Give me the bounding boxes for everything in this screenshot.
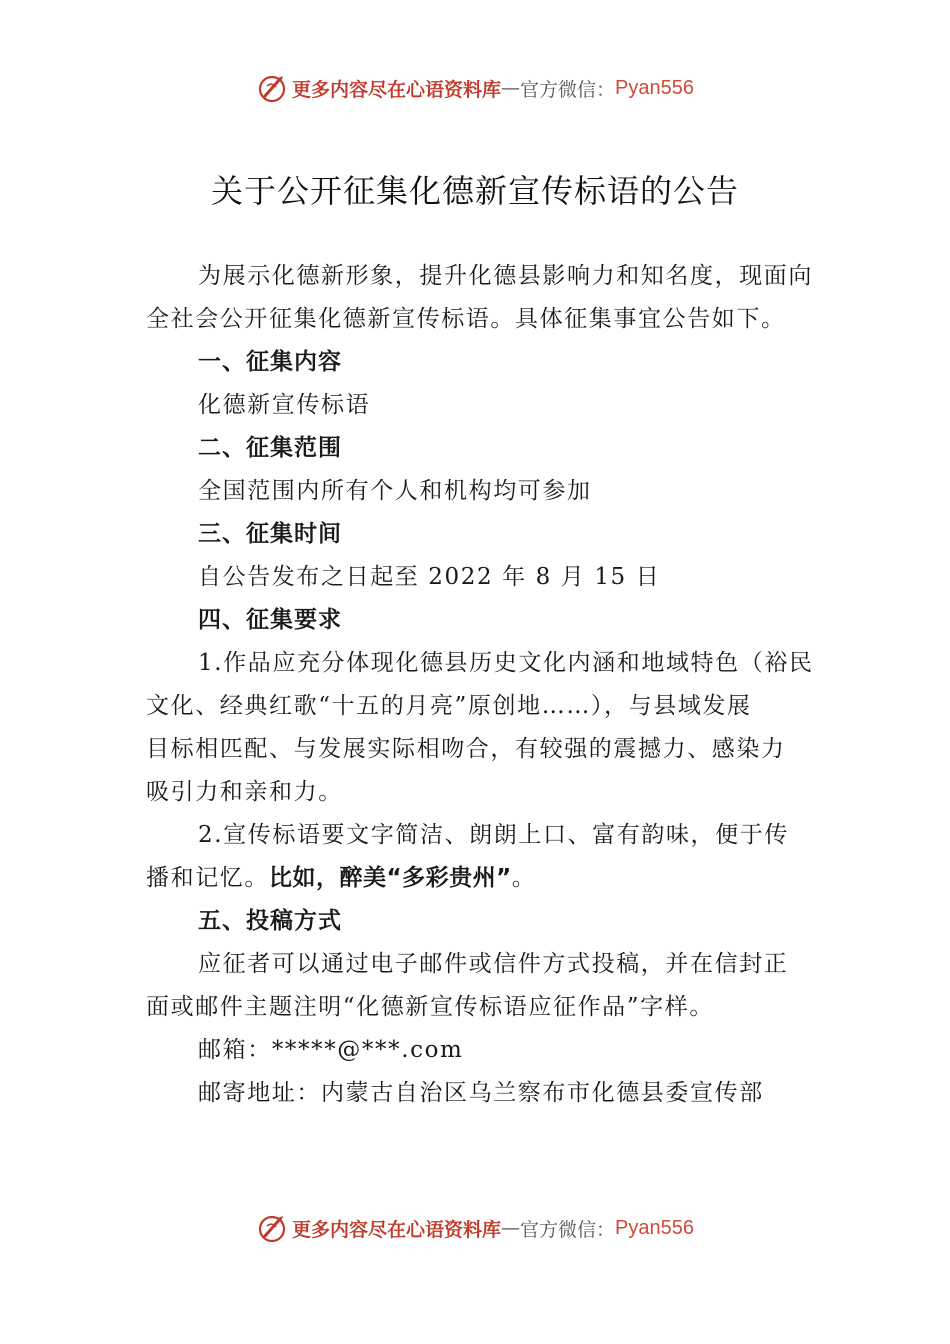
requirement-1-line-4: 吸引力和亲和力。 [146, 779, 343, 805]
section-text-scope: 全国范围内所有个人和机构均可参加 [198, 478, 592, 504]
section-text-content: 化德新宣传标语 [198, 392, 371, 418]
email-label: 邮箱： [198, 1037, 272, 1063]
section-heading-scope: 二、征集范围 [198, 435, 342, 461]
document-title: 关于公开征集化德新宣传标语的公告 [210, 172, 739, 210]
email-value: *****@***.com [271, 1037, 464, 1063]
banner-site-name: 更多内容尽在心语资料库 [292, 1218, 502, 1241]
requirement-1-line-1: 1.作品应充分体现化德县历史文化内涵和地域特色（裕民 [198, 650, 814, 676]
banner-dash: — [501, 77, 521, 99]
requirement-2-line-2 [146, 857, 846, 900]
section-heading-requirements: 四、征集要求 [198, 607, 342, 633]
banner-wechat-id: Pyan556 [615, 1216, 694, 1239]
requirement-1-line-2: 文化、经典红歌“十五的月亮”原创地……），与县域发展 [146, 693, 752, 719]
requirement-2-end: 。 [511, 865, 537, 891]
intro-line-1: 为展示化德新形象，提升化德县影响力和知名度，现面向 [198, 263, 813, 289]
banner-wechat-label: 官方微信： [520, 1218, 616, 1241]
document-body [146, 255, 846, 1115]
section-heading-content: 一、征集内容 [198, 349, 342, 375]
email-line [146, 1029, 846, 1072]
banner-site-name: 更多内容尽在心语资料库 [292, 78, 502, 101]
address-line [146, 1072, 846, 1115]
requirement-2-plain: 播和记忆。 [146, 865, 269, 891]
requirement-2-line-1: 2.宣传标语要文字简洁、朗朗上口、富有韵味，便于传 [198, 822, 789, 848]
section-heading-submission: 五、投稿方式 [198, 908, 342, 934]
banner-wechat-id: Pyan556 [615, 76, 694, 99]
address-label: 邮寄地址： [198, 1080, 321, 1106]
banner-dash: — [501, 1217, 521, 1239]
submission-line-2: 面或邮件主题注明“化德新宣传标语应征作品”字样。 [146, 994, 714, 1020]
brand-logo-icon [256, 72, 288, 104]
brand-logo-icon [256, 1212, 288, 1244]
section-text-time: 自公告发布之日起至 2022 年 8 月 15 日 [198, 564, 661, 590]
requirement-1-line-3: 目标相匹配、与发展实际相吻合，有较强的震撼力、感染力 [146, 736, 786, 762]
section-heading-time: 三、征集时间 [198, 521, 342, 547]
intro-line-2: 全社会公开征集化德新宣传标语。具体征集事宜公告如下。 [146, 306, 786, 332]
requirement-2-example: 比如，醉美“多彩贵州” [269, 865, 512, 891]
header-banner [0, 72, 950, 104]
banner-wechat-label: 官方微信： [520, 78, 616, 101]
address-value: 内蒙古自治区乌兰察布市化德县委宣传部 [321, 1080, 764, 1106]
submission-line-1: 应征者可以通过电子邮件或信件方式投稿，并在信封正 [198, 951, 789, 977]
footer-banner [0, 1212, 950, 1244]
